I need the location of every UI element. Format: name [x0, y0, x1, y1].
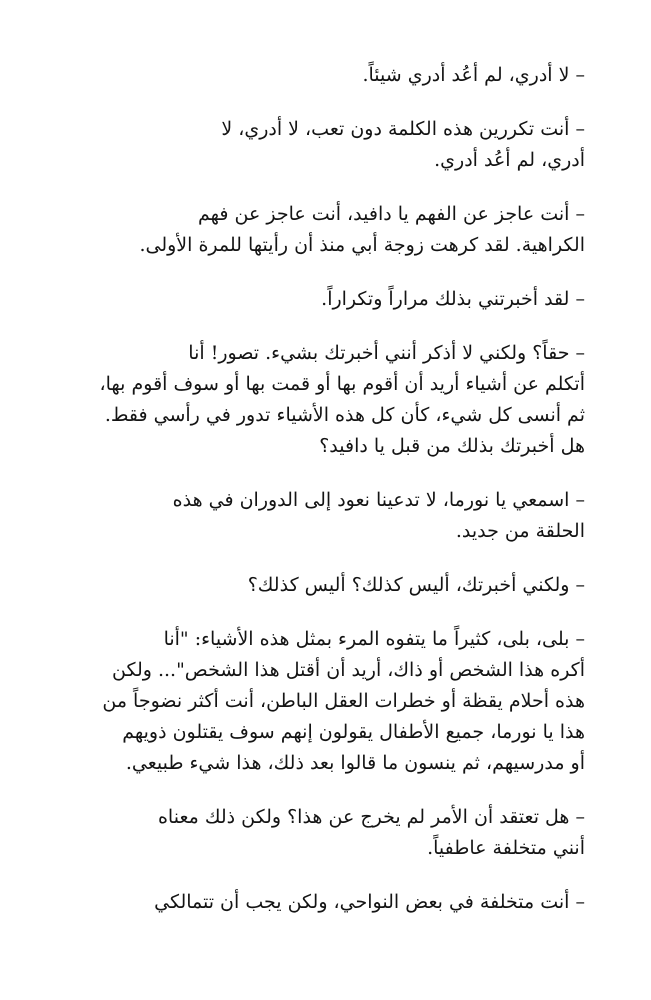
dialogue-paragraph: – أنت متخلفة في بعض النواحي، ولكن يجب أن تتمالكي: [154, 891, 585, 913]
dialogue-paragraph: – لقد أخبرتني بذلك مراراً وتكراراً.: [321, 288, 585, 310]
dialogue-paragraph: – اسمعي يا نورما، لا تدعينا نعود إلى الدوران في هذه الحلقة من جديد.: [172, 489, 585, 542]
dialogue-paragraph: – هل تعتقد أن الأمر لم يخرج عن هذا؟ ولكن ذلك معناه أنني متخلفة عاطفياً.: [157, 806, 585, 859]
dialogue-paragraph: – أنت تكررين هذه الكلمة دون تعب، لا أدري، لا أدري، لم أعُد أدري.: [221, 118, 585, 171]
dialogue-paragraph: – حقاً؟ ولكني لا أذكر أنني أخبرتك بشيء. تصور! أنا أتكلم عن أشياء أريد أن أقوم بها أو قمت بها أو سوف أقوم بها، ثم أنسى كل شيء، كأن كل هذه الأشياء تدور في رأسي فقط. هل أخبرتك بذلك من قبل يا دافيد؟: [99, 342, 585, 457]
dialogue-paragraph: – ولكني أخبرتك، أليس كذلك؟ أليس كذلك؟: [247, 574, 585, 596]
dialogue-paragraph: – أنت عاجز عن الفهم يا دافيد، أنت عاجز عن فهم الكراهية. لقد كرهت زوجة أبي منذ أن رأيتها للمرة الأولى.: [139, 203, 585, 256]
dialogue-paragraph: – لا أدري، لم أعُد أدري شيئاً.: [362, 64, 585, 86]
dialogue-paragraph: – بلى، بلى، كثيراً ما يتفوه المرء بمثل هذه الأشياء: "أنا أكره هذا الشخص أو ذاك، أريد أن أقتل هذا الشخص"... ولكن هذه أحلام يقظة أو خطرات العقل الباطن، أنت أكثر نضوجاً من هذا يا نورما، جميع الأطفال يقولون إنهم سوف يقتلون ذويهم أو مدرسيهم، ثم ينسون ما قالوا بعد ذلك، هذا شيء طبيعي.: [102, 628, 585, 774]
